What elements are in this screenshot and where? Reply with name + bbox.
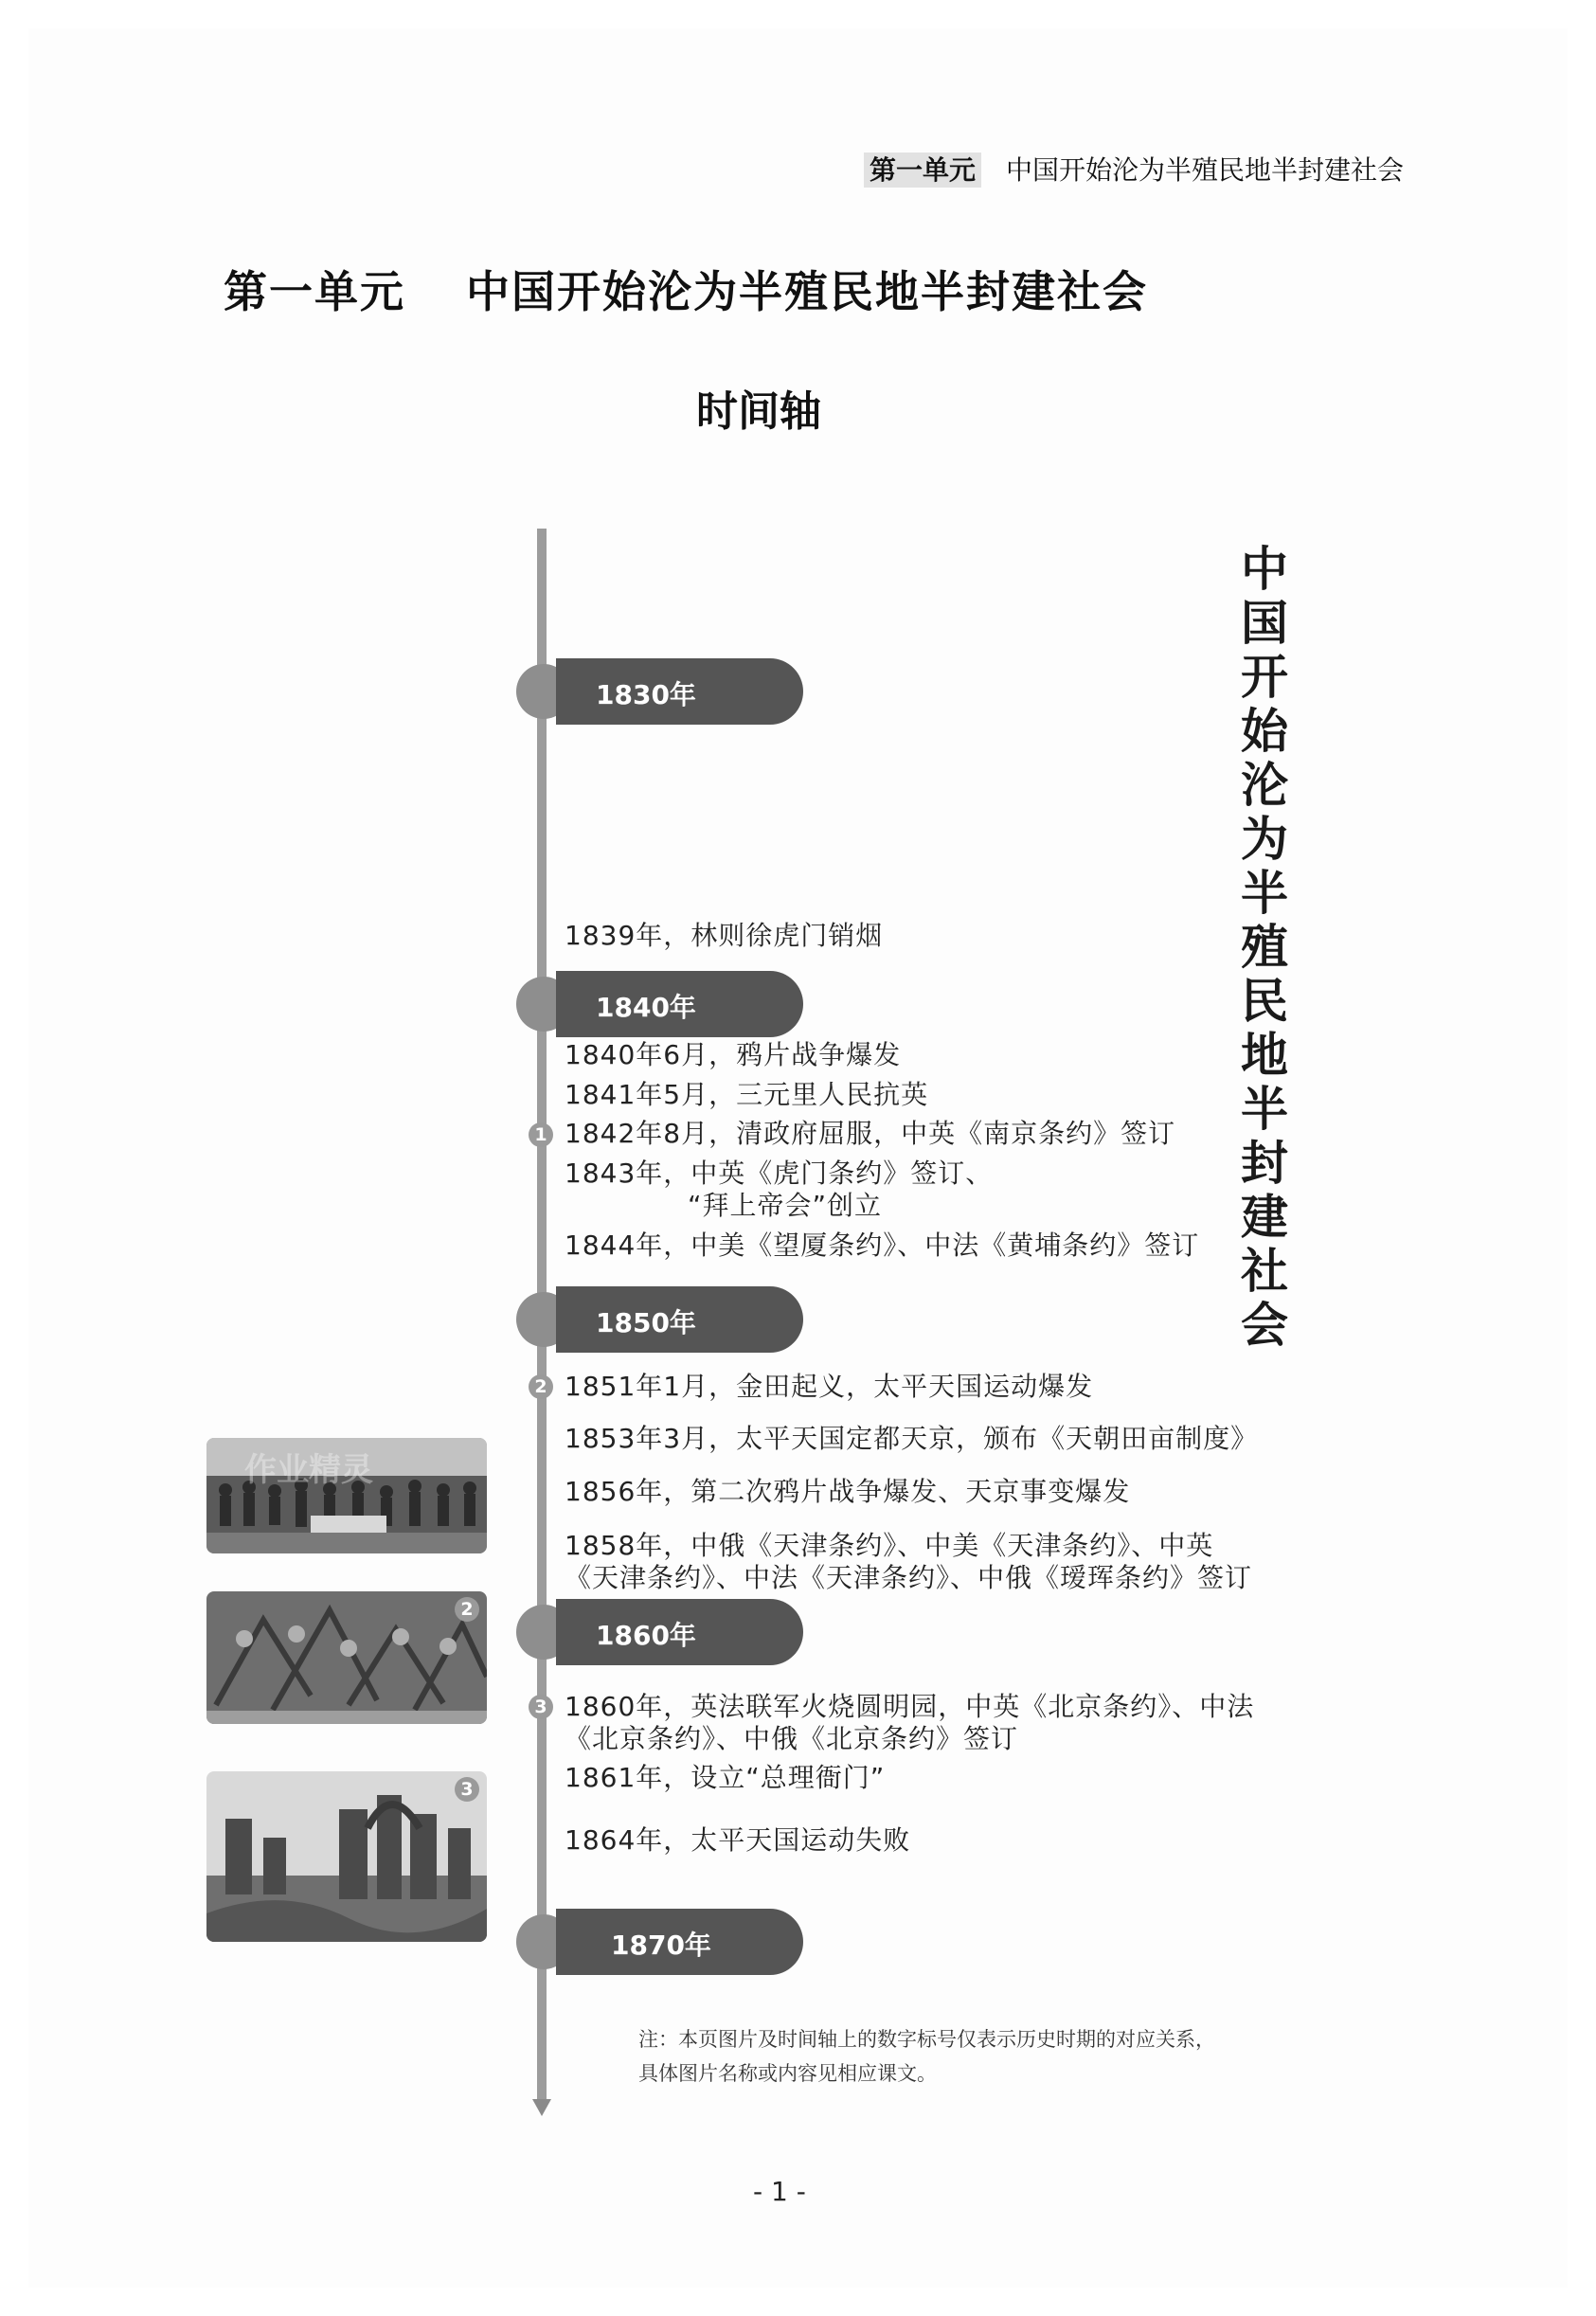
- footnote-line: 注：本页图片及时间轴上的数字标号仅表示历史时期的对应关系，: [638, 2028, 1215, 2051]
- timeline-event: 1839年，林则徐虎门销烟: [565, 920, 884, 951]
- decade-marker: [516, 1599, 803, 1665]
- timeline-event: 1840年6月，鸦片战争爆发: [565, 1039, 902, 1070]
- event-line: 1843年，中英《虎门条约》签订、: [565, 1158, 994, 1189]
- unit-title-number: 第一单元: [224, 266, 405, 317]
- timeline-event: 1856年，第二次鸦片战争爆发、天京事变爆发: [565, 1476, 1131, 1507]
- timeline-event: 1851年1月，金田起义，太平天国运动爆发: [565, 1371, 1094, 1402]
- footnote: [638, 2022, 1215, 2091]
- unit-title-text: 中国开始沦为半殖民地半封建社会: [466, 266, 1148, 317]
- historical-photo-yuanmingyuan-ruins: [206, 1771, 487, 1942]
- running-header-title: 中国开始沦为半殖民地半封建社会: [1006, 154, 1405, 186]
- timeline-event: [565, 1158, 993, 1222]
- event-line: 《北京条约》、中俄《北京条约》签订: [565, 1723, 1019, 1754]
- running-header-unit: 第一单元: [864, 153, 981, 188]
- section-subtitle: 时间轴: [696, 387, 821, 436]
- event-line: “拜上帝会”创立: [688, 1190, 883, 1221]
- historical-photo-treaty-signing: [206, 1438, 487, 1553]
- photo-number-3-icon: 3: [455, 1777, 479, 1802]
- timeline-event: [565, 1691, 1254, 1755]
- decade-label: 1860年: [596, 1620, 696, 1651]
- decade-marker: [516, 658, 803, 725]
- decade-label: 1850年: [596, 1307, 696, 1338]
- period-marker-3-icon: 3: [529, 1695, 553, 1719]
- event-line: 1860年，英法联军火烧圆明园，中英《北京条约》、中法: [565, 1691, 1255, 1722]
- decade-marker: [516, 1909, 803, 1975]
- decade-label: 1830年: [596, 679, 696, 710]
- decade-marker: [516, 971, 803, 1037]
- photo-number-2-icon: 2: [455, 1597, 479, 1622]
- period-marker-2-icon: 2: [529, 1374, 553, 1399]
- page-number: - 1 -: [753, 2176, 806, 2207]
- timeline-event: 1861年，设立“总理衙门”: [565, 1762, 886, 1793]
- decade-label: 1840年: [596, 992, 696, 1023]
- unit-title: [224, 258, 1148, 320]
- timeline-event: 1841年5月，三元里人民抗英: [565, 1079, 929, 1110]
- timeline-event: 1853年3月，太平天国定都天京，颁布《天朝田亩制度》: [565, 1423, 1259, 1454]
- running-header: [864, 150, 1404, 188]
- timeline-event: 1864年，太平天国运动失败: [565, 1824, 911, 1856]
- timeline-event: [565, 1530, 1252, 1594]
- historical-photo-relief-sculpture: [206, 1591, 487, 1724]
- timeline-event: 1844年，中美《望厦条约》、中法《黄埔条约》签订: [565, 1230, 1200, 1261]
- photo-watermark: 作业精灵: [244, 1451, 373, 1489]
- decade-label: 1870年: [611, 1930, 711, 1961]
- period-marker-1-icon: 1: [529, 1122, 553, 1147]
- timeline-arrow-icon: [532, 2099, 551, 2116]
- footnote-line: 具体图片名称或内容见相应课文。: [638, 2062, 937, 2085]
- timeline-event: 1842年8月，清政府屈服，中英《南京条约》签订: [565, 1118, 1176, 1149]
- decade-marker: [516, 1286, 803, 1353]
- vertical-theme-title: 中 国 开 始 沦 为 半 殖 民 地 半 封 建 社 会: [1241, 541, 1288, 1353]
- event-line: 《天津条约》、中法《天津条约》、中俄《瑷珲条约》签订: [565, 1562, 1253, 1593]
- event-line: 1858年，中俄《天津条约》、中美《天津条约》、中英: [565, 1530, 1214, 1561]
